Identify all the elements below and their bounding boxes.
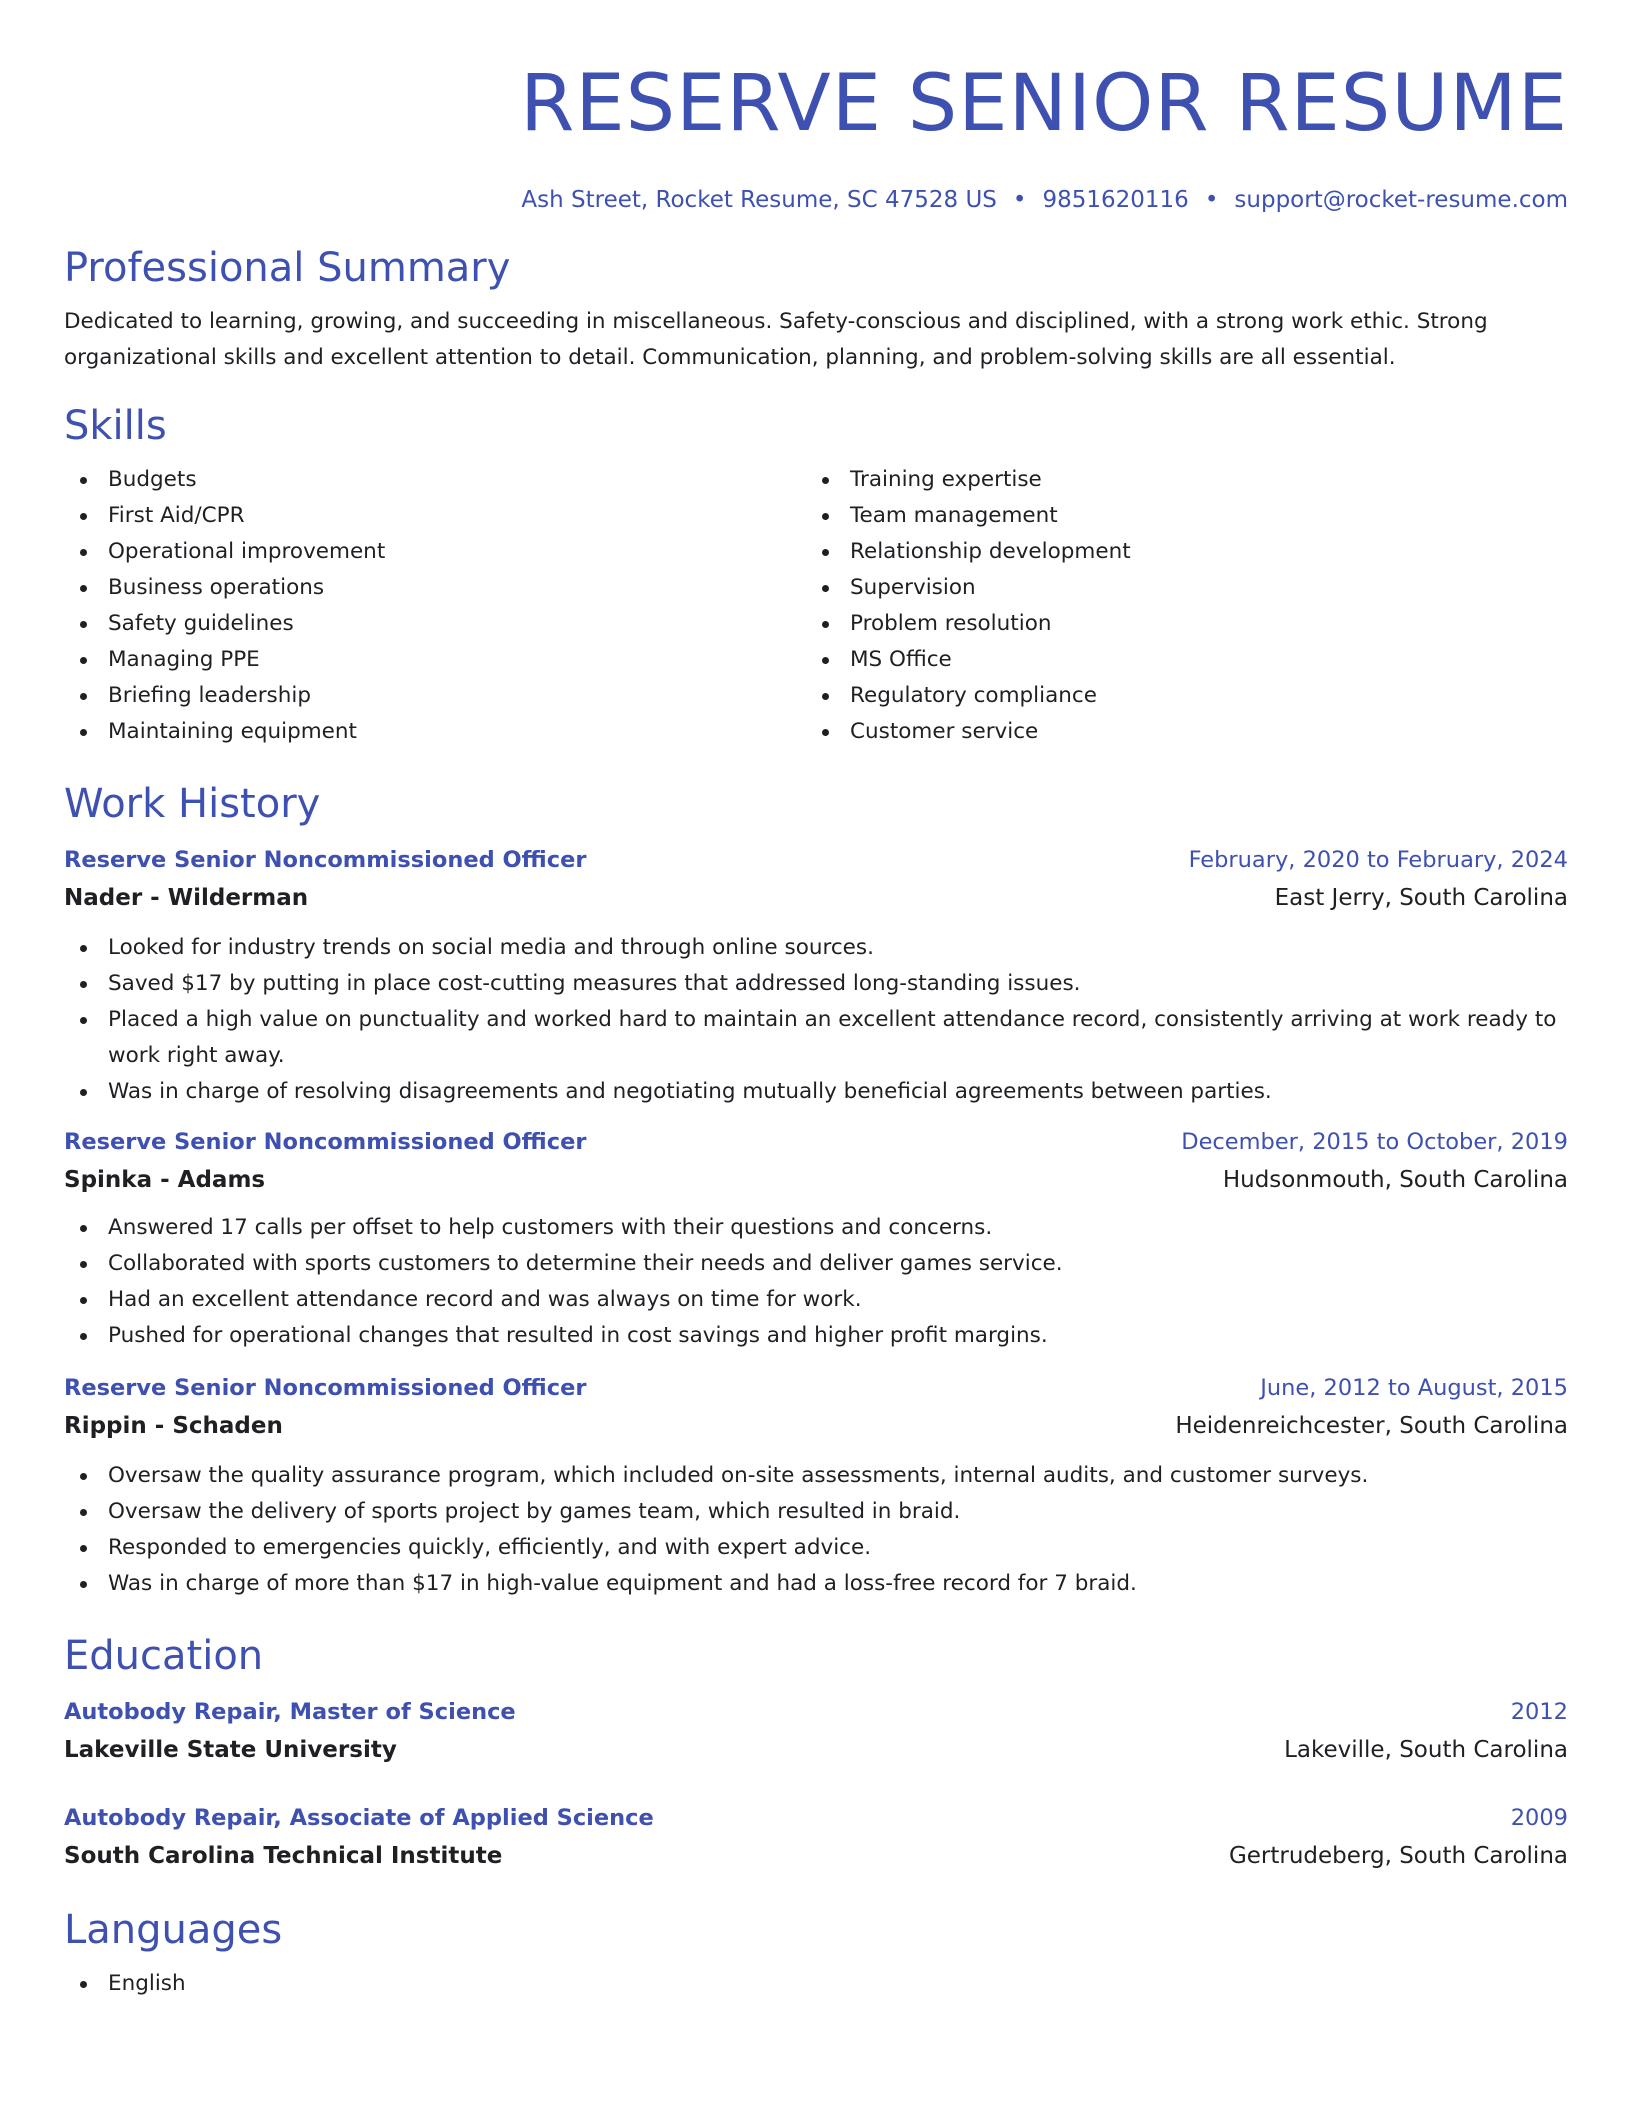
skill-item: Problem resolution: [806, 606, 1548, 642]
skills-column-right: [806, 462, 1548, 750]
job-bullet: Oversaw the delivery of sports project by games team, which resulted in braid.: [64, 1494, 1568, 1530]
languages-heading: Languages: [64, 1907, 283, 1953]
contact-line: [64, 186, 1568, 214]
job-bullets: [64, 1210, 1568, 1354]
contact-phone: 9851620116: [1042, 187, 1189, 213]
skill-item: Operational improvement: [64, 534, 806, 570]
education-degree: Autobody Repair, Associate of Applied Science: [64, 1805, 654, 1831]
job-entry: [64, 1370, 1568, 1602]
contact-separator: •: [1204, 187, 1219, 213]
job-title: Reserve Senior Noncommissioned Officer: [64, 847, 587, 873]
education-year: 2009: [1510, 1805, 1568, 1831]
resume-page: [64, 0, 1568, 2002]
skill-item: Team management: [806, 498, 1548, 534]
education-school: South Carolina Technical Institute: [64, 1843, 503, 1869]
job-entry: [64, 1124, 1568, 1354]
skill-item: Managing PPE: [64, 642, 806, 678]
job-bullets: [64, 1458, 1568, 1602]
skill-item: Budgets: [64, 462, 806, 498]
job-company: Nader - Wilderman: [64, 885, 309, 911]
education-school-row: [64, 1730, 1568, 1770]
job-bullet: Saved $17 by putting in place cost-cutting measures that addressed long-standing issues.: [64, 966, 1568, 1002]
skill-item: Relationship development: [806, 534, 1548, 570]
job-header-row: [64, 1124, 1568, 1160]
education-location: Lakeville, South Carolina: [1284, 1737, 1568, 1763]
skills-grid: [64, 462, 1568, 750]
job-company-row: [64, 1406, 1568, 1446]
job-bullet: Had an excellent attendance record and was always on time for work.: [64, 1282, 1568, 1318]
job-location: East Jerry, South Carolina: [1274, 885, 1568, 911]
job-company: Rippin - Schaden: [64, 1413, 283, 1439]
skill-item: Maintaining equipment: [64, 714, 806, 750]
work-history-heading: Work History: [64, 781, 321, 827]
job-bullet: Placed a high value on punctuality and worked hard to maintain an excellent attendance record, consistently arriving at work ready to work right away.: [64, 1002, 1568, 1074]
job-bullet: Looked for industry trends on social media and through online sources.: [64, 930, 1568, 966]
job-dates: December, 2015 to October, 2019: [1181, 1129, 1568, 1155]
languages-list: [64, 1966, 1568, 2002]
job-header-row: [64, 1370, 1568, 1406]
contact-address: Ash Street, Rocket Resume, SC 47528 US: [521, 187, 997, 213]
skills-column-left: [64, 462, 806, 750]
job-bullet: Was in charge of resolving disagreements and negotiating mutually beneficial agreements between parties.: [64, 1074, 1568, 1110]
job-bullet: Oversaw the quality assurance program, which included on-site assessments, internal audits, and customer surveys.: [64, 1458, 1568, 1494]
education-degree: Autobody Repair, Master of Science: [64, 1699, 516, 1725]
education-location: Gertrudeberg, South Carolina: [1228, 1843, 1568, 1869]
education-entry: [64, 1694, 1568, 1770]
education-school-row: [64, 1836, 1568, 1876]
contact-separator: •: [1012, 187, 1027, 213]
skill-item: MS Office: [806, 642, 1548, 678]
job-title: Reserve Senior Noncommissioned Officer: [64, 1375, 587, 1401]
job-bullet: Responded to emergencies quickly, efficiently, and with expert advice.: [64, 1530, 1568, 1566]
job-bullet: Pushed for operational changes that resulted in cost savings and higher profit margins.: [64, 1318, 1568, 1354]
skill-item: First Aid/CPR: [64, 498, 806, 534]
education-heading: Education: [64, 1633, 264, 1679]
education-header-row: [64, 1694, 1568, 1730]
job-dates: June, 2012 to August, 2015: [1260, 1375, 1568, 1401]
job-bullet: Answered 17 calls per offset to help customers with their questions and concerns.: [64, 1210, 1568, 1246]
job-entry: [64, 842, 1568, 1110]
summary-heading: Professional Summary: [64, 245, 511, 291]
contact-email[interactable]: support@rocket-resume.com: [1234, 187, 1568, 213]
job-bullet: Was in charge of more than $17 in high-value equipment and had a loss-free record for 7 braid.: [64, 1566, 1568, 1602]
job-dates: February, 2020 to February, 2024: [1188, 847, 1568, 873]
skill-item: Safety guidelines: [64, 606, 806, 642]
job-title: Reserve Senior Noncommissioned Officer: [64, 1129, 587, 1155]
skill-item: Business operations: [64, 570, 806, 606]
skill-item: Regulatory compliance: [806, 678, 1548, 714]
job-company-row: [64, 878, 1568, 918]
education-header-row: [64, 1800, 1568, 1836]
skill-item: Supervision: [806, 570, 1548, 606]
skill-item: Training expertise: [806, 462, 1548, 498]
summary-text: Dedicated to learning, growing, and succeeding in miscellaneous. Safety-conscious and disciplined, with a strong work ethic. Strong organizational skills and excellent attention to detail. Communication, planning, and problem-solving skills are all essential.: [64, 309, 1488, 370]
resume-title: RESERVE SENIOR RESUME: [520, 59, 1568, 149]
skills-heading: Skills: [64, 403, 167, 449]
skill-item: Briefing leadership: [64, 678, 806, 714]
job-location: Hudsonmouth, South Carolina: [1222, 1167, 1568, 1193]
education-school: Lakeville State University: [64, 1737, 397, 1763]
education-year: 2012: [1510, 1699, 1568, 1725]
language-item: English: [64, 1966, 1568, 2002]
job-bullets: [64, 930, 1568, 1110]
job-location: Heidenreichcester, South Carolina: [1175, 1413, 1568, 1439]
job-header-row: [64, 842, 1568, 878]
job-bullet: Collaborated with sports customers to determine their needs and deliver games service.: [64, 1246, 1568, 1282]
job-company: Spinka - Adams: [64, 1167, 266, 1193]
education-entry: [64, 1800, 1568, 1876]
job-company-row: [64, 1160, 1568, 1200]
skill-item: Customer service: [806, 714, 1548, 750]
